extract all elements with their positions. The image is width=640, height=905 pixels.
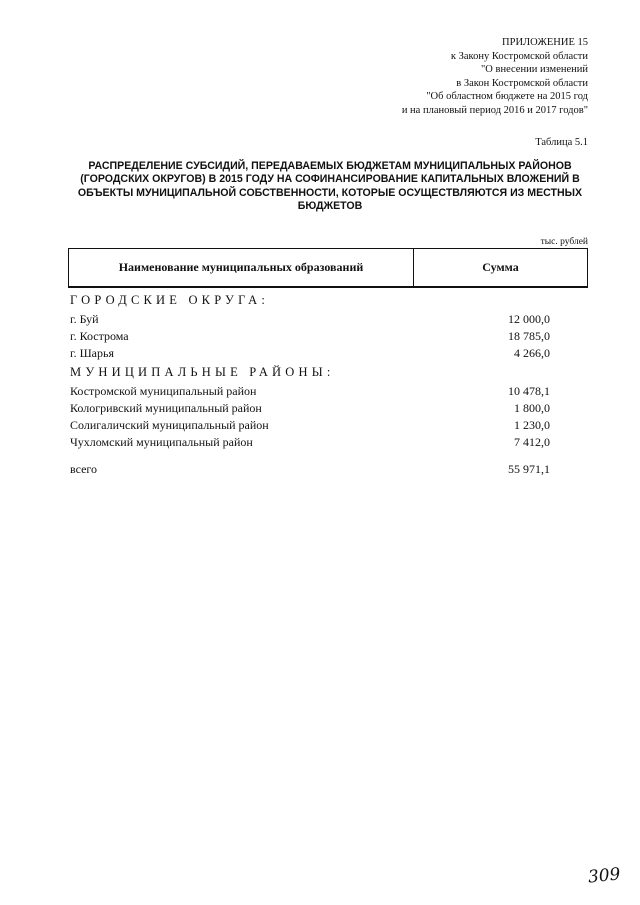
units-label: тыс. рублей — [540, 237, 588, 247]
row-value: 1 800,0 — [514, 401, 550, 415]
row-value: 1 230,0 — [514, 418, 550, 432]
table-row — [70, 434, 550, 451]
row-name: г. Буй — [70, 312, 99, 326]
row-name: Кологривский муниципальный район — [70, 401, 262, 415]
table-row — [70, 345, 550, 362]
table-header — [68, 248, 588, 288]
table-label: Таблица 5.1 — [535, 137, 588, 148]
row-value: 10 478,1 — [508, 384, 550, 398]
table-row — [70, 400, 550, 417]
appendix-line: в Закон Костромской области — [456, 77, 588, 89]
appendix-line: "О внесении изменений — [481, 64, 588, 76]
appendix-block — [402, 36, 588, 118]
row-name: Чухломский муниципальный район — [70, 435, 253, 449]
section-heading: МУНИЦИПАЛЬНЫЕ РАЙОНЫ: — [70, 365, 335, 379]
row-name: Костромской муниципальный район — [70, 384, 257, 398]
total-value: 55 971,1 — [508, 462, 550, 476]
table-row — [70, 383, 550, 400]
appendix-line: ПРИЛОЖЕНИЕ 15 — [502, 37, 588, 48]
row-value: 4 266,0 — [514, 346, 550, 360]
table-row — [70, 417, 550, 434]
row-value: 12 000,0 — [508, 312, 550, 326]
row-name: Солигаличский муниципальный район — [70, 418, 269, 432]
row-value: 7 412,0 — [514, 435, 550, 449]
appendix-line: к Закону Костромской области — [450, 50, 588, 62]
appendix-line: "Об областном бюджете на 2015 год — [426, 91, 588, 103]
column-header-name: Наименование муниципальных образований — [69, 249, 414, 286]
total-row — [70, 461, 550, 478]
column-header-sum: Сумма — [482, 260, 519, 274]
document-title: РАСПРЕДЕЛЕНИЕ СУБСИДИЙ, ПЕРЕДАВАЕМЫХ БЮДЖЕТАМ МУНИЦИПАЛЬНЫХ РАЙОНОВ (ГОРОДСКИХ ОКРУГОВ) В 2015 ГОДУ НА СОФИНАНСИРОВАНИЕ КАПИТАЛЬНЫХ ВЛОЖЕНИЙ В ОБЪЕКТЫ МУНИЦИПАЛЬНОЙ СОБСТВЕННОСТИ, КОТОРЫЕ ОСУЩЕСТВЛЯЮТСЯ ИЗ МЕСТНЫХ БЮДЖЕТОВ — [77, 160, 583, 213]
row-name: г. Шарья — [70, 346, 114, 360]
total-label: всего — [70, 462, 98, 476]
table-row — [70, 328, 550, 345]
appendix-line: и на плановый период 2016 и 2017 годов" — [401, 104, 588, 116]
table-row — [70, 311, 550, 328]
table-body — [70, 290, 550, 478]
row-name: г. Кострома — [70, 329, 129, 343]
section-heading: ГОРОДСКИЕ ОКРУГА: — [70, 293, 270, 307]
page-number: 309 — [586, 864, 621, 888]
row-value: 18 785,0 — [508, 329, 550, 343]
